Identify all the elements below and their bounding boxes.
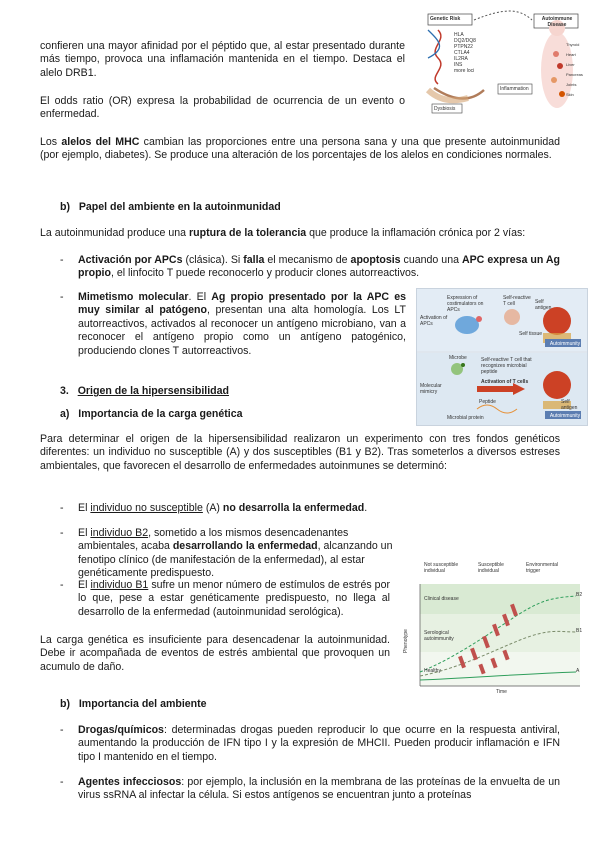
paragraph-experimento: Para determinar el origen de la hipersensibilidad realizaron un experimento con tres fondos genéticos diferentes: un individuo no susceptible (A) y dos susceptibles (B1 y B2). Tras someterlos a diversos estreses ambientales, que favorecen el desarrollo de enfermedades autoinmunes se determinó:: [40, 433, 560, 472]
bullet-dash: -: [60, 579, 64, 591]
organ-item: Joints: [566, 82, 577, 87]
text-run-underline: individuo B1: [90, 579, 149, 591]
text-run: , sometido a los mismos desencadenantes ambientales, acaba: [78, 527, 349, 553]
text-run: : por ejemplo, la inclusión en la membrana de las proteínas de la envuelta de un virus ssRNA al infectar la célula. Si estos antígenos se encuentran junto a proteínas: [78, 776, 560, 802]
text-run-underline: individuo B2: [90, 527, 149, 539]
heading-number: 3.: [60, 385, 69, 397]
bullet-dash: -: [60, 527, 64, 539]
heading-carga-genetica: a) Importancia de la carga genética: [60, 408, 243, 420]
label-self-tissue: Self tissue: [519, 331, 543, 337]
text-run-bold: Mimetismo molecular: [78, 291, 189, 303]
figure-genetic-risk: [424, 10, 584, 118]
text-run-bold: ruptura de la tolerancia: [189, 227, 307, 239]
text-run: Los: [40, 136, 62, 148]
gene-item: CTLA4: [454, 50, 470, 56]
text-run-bold: desarrollando la enfermedad: [172, 540, 318, 553]
text-run-underline: individuo no susceptible: [90, 502, 203, 514]
intro-paragraph-2: El odds ratio (OR) expresa la probabilidad de ocurrencia de un evento o enfermedad.: [40, 95, 405, 121]
label-self-reactive-t: Self-reactive T cell: [503, 295, 531, 307]
gene-item: more loci: [454, 68, 475, 74]
gene-item: HLA: [454, 32, 464, 38]
text-run: que produce la inflamación crónica por 2 vías:: [306, 227, 526, 239]
curve-label-a: A: [576, 668, 580, 674]
item-no-susceptible: [78, 502, 558, 515]
curve-label-b1: B1: [576, 628, 583, 634]
heading-importancia-ambiente: b) Importancia del ambiente: [60, 698, 207, 710]
bullet-dash: -: [60, 502, 64, 514]
zone-label-clinical: Clinical disease: [424, 596, 459, 602]
graph-legend: [424, 562, 586, 574]
gene-list: [454, 32, 494, 74]
gene-item: IL2RA: [454, 56, 468, 62]
heading-text: Origen de la hipersensibilidad: [77, 385, 229, 397]
label-inflammation: Inflammation: [500, 86, 529, 92]
organ-item: Pancreas: [566, 72, 583, 77]
label-self-antigen-bottom: Self antigen: [561, 399, 578, 411]
legend-susceptible: Susceptible individual: [478, 562, 504, 574]
label-dysbiosis: Dysbiosis: [434, 106, 456, 112]
label-molecular-mimicry: Molecular mimicry: [420, 383, 442, 395]
graph-xlabel: Time: [496, 689, 507, 695]
text-run-bold: Activación por APCs: [78, 254, 183, 266]
text-run-bold: no desarrolla la enfermedad: [222, 502, 365, 514]
text-run: cambian las proporciones entre una persona sana y una que presente autoinmunidad (por ejemplo, diabetes). Se produce una alteración de los porcentajes de los alelos en condiciones normales.: [40, 136, 560, 162]
text-run-bold: APC expresa un Ag propio: [78, 254, 561, 280]
label-microbe: Microbe: [449, 355, 467, 361]
text-run: sufre un menor número de estímulos de estrés por lo que, pese a estar genéticamente predispuesto, no llega al desarrollo de la enfermedad (autoinmunidad serológica).: [78, 579, 390, 618]
label-autoimmunity-top: Autoimmunity: [549, 341, 581, 347]
label-t-cell-microbial: Self-reactive T cell that recognizes microbial peptide: [481, 357, 532, 375]
text-run-bold: apoptosis: [350, 254, 401, 266]
item-drogas: [78, 724, 560, 764]
text-run-bold: Ag propio presentado por la APC es muy similar al patógeno: [78, 291, 407, 317]
intro-paragraph-1: confieren una mayor afinidad por el péptido que, al estar presentado durante más tiempo, provoca una inflamación mantenida en el tiempo. Destaca el alelo DRB1.: [40, 40, 405, 79]
label-self-antigen: Self antigen: [535, 299, 552, 311]
legend-trigger: Environmental trigger: [526, 562, 558, 574]
text-run: (A): [202, 502, 223, 514]
label-autoimmune-disease: Autoimmune Disease: [541, 16, 573, 28]
gene-item: INS: [454, 62, 463, 68]
text-run-bold: Drogas/químicos: [78, 724, 164, 736]
text-run: (clásica). Si: [182, 254, 244, 266]
text-run: La autoinmunidad produce una: [40, 227, 190, 239]
text-run: .: [364, 502, 368, 514]
label-microbial-protein: Microbial protein: [447, 415, 484, 421]
organ-list: [566, 40, 586, 100]
text-run: El: [78, 527, 91, 539]
gene-item: DQ2/DQ8: [454, 38, 476, 44]
bullet-dash: -: [60, 254, 64, 266]
organ-item: Liver: [566, 62, 575, 67]
text-run: : determinadas drogas pueden reproducir lo que ocurre en la respuesta antiviral, aumentando la producción de IFN tipo I y la expresión de MHCII. Pueden producir inflamación e IFN tipo I mantenido en el tiempo.: [78, 724, 560, 763]
zone-label-healthy: Healthy: [424, 668, 441, 674]
zone-label-serological: Serological autoimmunity: [424, 630, 454, 642]
figure-phenotype-graph: [400, 560, 586, 700]
text-run: El: [78, 579, 91, 591]
text-run: . El: [188, 291, 212, 303]
text-run-bold: falla: [243, 254, 265, 266]
label-activation-apcs: Activation of APCs: [420, 315, 448, 327]
legend-not-susceptible: Not susceptible individual: [424, 562, 459, 574]
intro-paragraph-3: [40, 136, 560, 163]
text-run: El: [78, 502, 91, 514]
label-genetic-risk: Genetic Risk: [430, 16, 461, 22]
label-autoimmunity-bottom: Autoimmunity: [549, 413, 581, 419]
text-run-bold: alelos del MHC: [61, 136, 140, 148]
label-costimulators: Expression of costimulators on APCs: [447, 295, 484, 313]
bullet-dash: -: [60, 291, 64, 303]
heading-origen: [60, 385, 229, 398]
organ-item: Skin: [566, 92, 574, 97]
figure-molecular-mimicry: [416, 288, 588, 426]
zone-healthy: [420, 652, 580, 686]
bullet-mimetismo: [78, 291, 406, 358]
text-run: , presentan una alta homología. Los LT autorreactivos, activados al reconocer un antígeno microbiano, van a reconocer el antígeno propio como un antígeno patogénico, produciendo clones T autorreactivos.: [78, 304, 406, 357]
gene-item: PTPN22: [454, 44, 473, 50]
organ-item: Heart: [566, 52, 576, 57]
text-run-bold: Agentes infecciosos: [78, 776, 182, 788]
item-b1: [78, 579, 390, 619]
paragraph-ruptura: [40, 227, 570, 240]
graph-ylabel: Phenotype: [402, 629, 409, 653]
text-run: , alcanzando un fenotipo clínico (de manifestación de la enfermedad), al estar genéticamente predispuesto.: [78, 540, 393, 580]
label-activation-t: Activation of T cells: [481, 379, 529, 385]
organ-item: Thyroid: [566, 42, 580, 47]
text-run: el mecanismo de: [264, 254, 351, 266]
item-b2: [78, 527, 396, 581]
text-run: , el linfocito T puede reconocerlo y producir clones autorreactivos.: [110, 267, 420, 280]
label-peptide: Peptide: [479, 399, 496, 405]
heading-papel-ambiente: b) Papel del ambiente en la autoinmunidad: [60, 201, 281, 213]
text-run: cuando una: [400, 254, 462, 266]
bullet-dash: -: [60, 776, 64, 788]
item-agentes-infecciosos: [78, 776, 560, 803]
paragraph-conclusion: La carga genética es insuficiente para desencadenar la autoinmunidad. Debe ir acompañada de eventos de estrés ambiental que provoquen un acumulo de daño.: [40, 634, 390, 673]
curve-label-b2: B2: [576, 592, 583, 598]
bullet-activacion-apc: [78, 254, 560, 281]
bullet-dash: -: [60, 724, 64, 736]
